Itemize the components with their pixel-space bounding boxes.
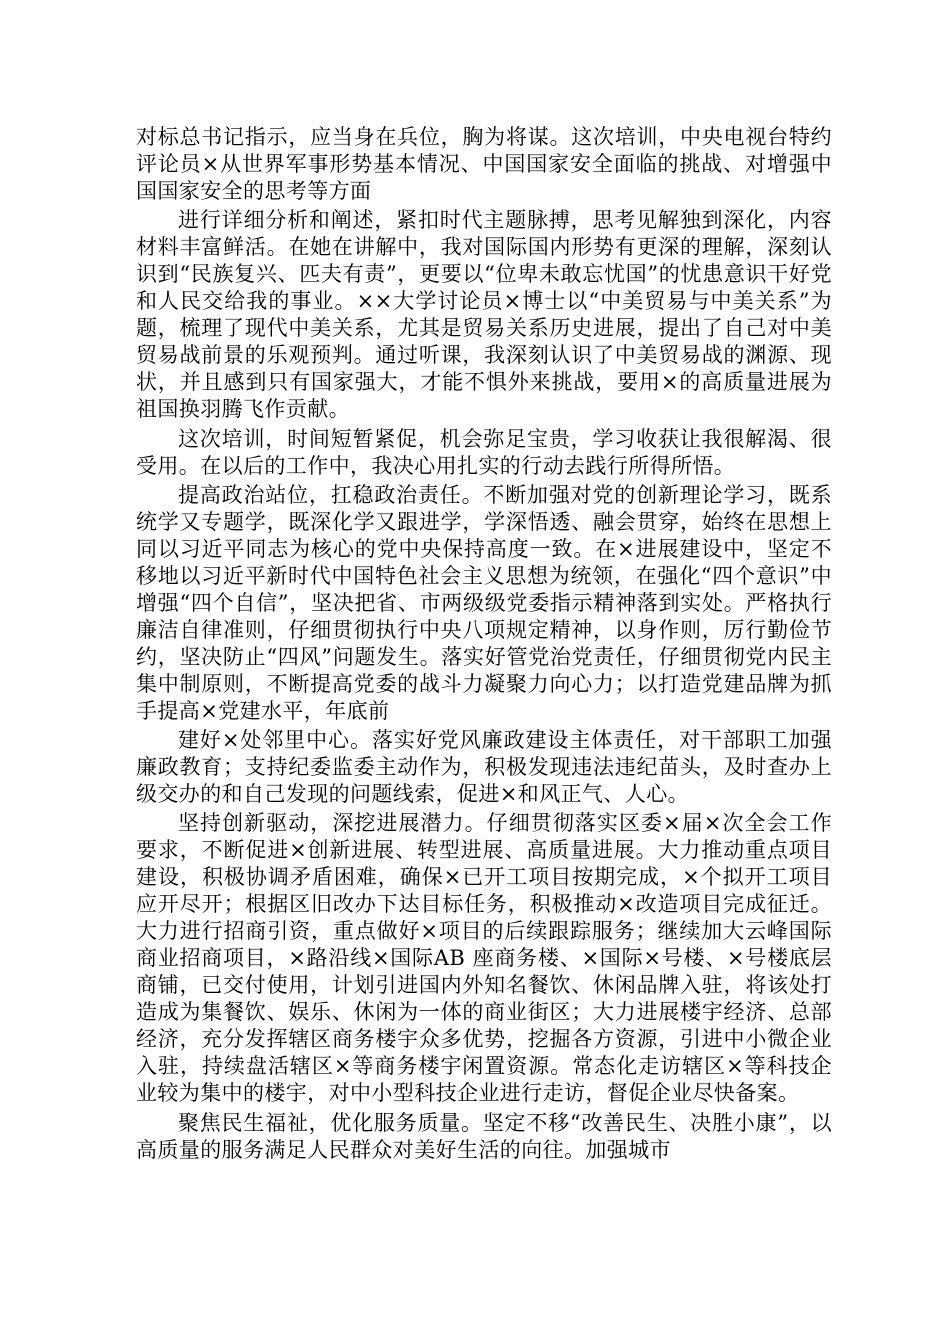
paragraph-4: 提高政治站位，扛稳政治责任。不断加强对党的创新理论学习，既系统学又专题学，既深化学又跟进学，学深悟透、融会贯穿，始终在思想上同以习近平同志为核心的党中央保持高度一致。在×进展建设中，坚定不移地以习近平新时代中国特色社会主义思想为统领，在强化“四个意识”中增强“四个自信”，坚决把省、市两级级党委指示精神落到实处。严格执行廉洁自律准则，仔细贯彻执行中央八项规定精神，以身作则，厉行勤俭节约，坚决防止“四风”问题发生。落实好管党治党责任，仔细贯彻党内民主集中制原则，不断提高党委的战斗力凝聚力向心力；以打造党建品牌为抓手提高×党建水平，年底前 (136, 482, 832, 723)
paragraph-3: 这次培训，时间短暂紧促，机会弥足宝贵，学习收获让我很解渴、很受用。在以后的工作中，我决心用扎实的行动去践行所得所悟。 (136, 426, 832, 478)
paragraph-2: 进行详细分析和阐述，紧扣时代主题脉搏，思考见解独到深化，内容材料丰富鲜活。在她在讲解中，我对国际国内形势有更深的理解，深刻认识到“民族复兴、匹夫有责”，更要以“位卑未敢忘忧国”的忧患意识干好党和人民交给我的事业。××大学讨论员×博士以“中美贸易与中美关系”为题，梳理了现代中美关系，尤其是贸易关系历史进展，提出了自己对中美贸易战前景的乐观预判。通过听课，我深刻认识了中美贸易战的渊源、现状，并且感到只有国家强大，才能不惧外来挑战，要用×的高质量进展为祖国换羽腾飞作贡献。 (136, 208, 832, 422)
paragraph-5: 建好×处邻里中心。落实好党风廉政建设主体责任，对干部职工加强廉政教育；支持纪委监委主动作为，积极发现违法违纪苗头，及时查办上级交办的和自己发现的问题线索，促进×和风正气、人心。 (136, 728, 832, 807)
paragraph-1: 对标总书记指示，应当身在兵位，胸为将谋。这次培训，中央电视台特约评论员×从世界军事形势基本情况、中国国家安全面临的挑战、对增强中国国家安全的思考等方面 (136, 125, 832, 203)
document-body (136, 124, 832, 1166)
paragraph-7: 聚焦民生福祉，优化服务质量。坚定不移“改善民生、决胜小康”，以高质量的服务满足人民群众对美好生活的向往。加强城市 (136, 1110, 832, 1162)
paragraph-6: 坚持创新驱动，深挖进展潜力。仔细贯彻落实区委×届×次全会工作要求，不断促进×创新进展、转型进展、高质量进展。大力推动重点项目建设，积极协调矛盾困难，确保×已开工项目按期完成，×个拟开工项目应开尽开；根据区旧改办下达目标任务，积极推动×改造项目完成征迁。大力进行招商引资，重点做好×项目的后续跟踪服务；继续加大云峰国际商业招商项目，×路沿线×国际AB 座商务楼、×国际×号楼、×号楼底层商铺，已交付使用，计划引进国内外知名餐饮、休闲品牌入驻，将该处打造成为集餐饮、娱乐、休闲为一体的商业街区；大力进展楼宇经济、总部经济，充分发挥辖区商务楼宇众多优势，挖掘各方资源，引进中小微企业入驻，持续盘活辖区×等商务楼宇闲置资源。常态化走访辖区×等科技企业较为集中的楼宇，对中小型科技企业进行走访，督促企业尽快备案。 (136, 811, 832, 1106)
